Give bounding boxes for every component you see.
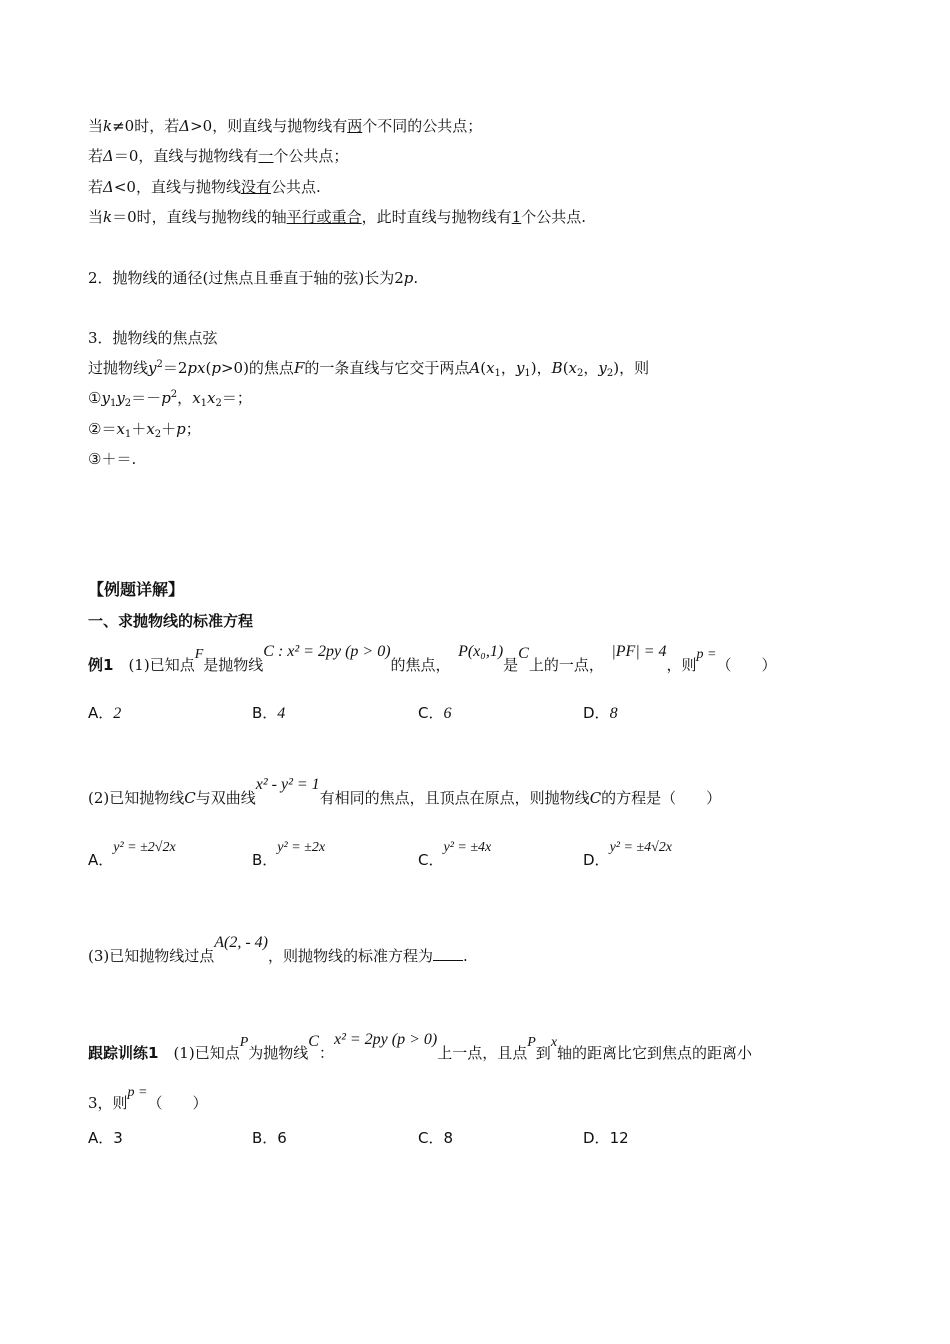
- followup-option-c[interactable]: C．8: [418, 1129, 454, 1147]
- example1-question3: (3)已知抛物线过点A(2, - 4)，则抛物线的标准方程为 .: [88, 934, 468, 965]
- followup-option-d[interactable]: D．12: [583, 1129, 629, 1147]
- examples-heading: 【例题详解】: [88, 580, 185, 599]
- case-k-nonzero-line: 当k≠0时，若Δ>0，则直线与抛物线有两个不同的公共点；: [88, 117, 483, 135]
- q2-option-c[interactable]: C．y² = ±4x: [418, 840, 492, 869]
- followup-question1-line2: 3，则p =（ ）: [88, 1085, 208, 1112]
- q1-option-b[interactable]: B．4: [252, 704, 286, 722]
- example1-question2: (2)已知抛物线C与双曲线x² - y² = 1有相同的焦点，且顶点在原点，则抛物线C的方程是（ ）: [88, 776, 722, 807]
- q1-option-c[interactable]: C．6: [418, 704, 452, 722]
- q1-option-a[interactable]: A．2: [88, 704, 122, 722]
- followup-option-a[interactable]: A．3: [88, 1129, 123, 1147]
- q1-option-d[interactable]: D．8: [583, 704, 618, 722]
- followup-option-b[interactable]: B．6: [252, 1129, 287, 1147]
- q2-option-a[interactable]: A．y² = ±2√2x: [88, 840, 176, 869]
- focal-chord-item2: $②=x_1+x_2+p$；: [88, 420, 201, 440]
- focal-chord-line1: 过抛物线$y^2=2px(p>0)$的焦点F的一条直线与它交于两点$A(x_1$，$y_1$)，$B(x_2$，$y_2$)，则: [88, 359, 650, 379]
- q2-option-d[interactable]: D．y² = ±4√2x: [583, 840, 673, 869]
- delta-zero-line: 若Δ＝0，直线与抛物线有一个公共点；: [88, 147, 349, 165]
- focal-chord-title: 3．抛物线的焦点弦: [88, 329, 218, 347]
- focal-chord-item1: $①y_1y_2=-p^2$，$x_1x_2=$；: [88, 389, 252, 409]
- examples-subheading: 一、求抛物线的标准方程: [88, 612, 254, 630]
- example1-question1: 例1 (1)已知点F是抛物线C : x² = 2py (p > 0)的焦点， P(x₀,1)是C上的一点， |PF| = 4，则p =（ ）: [88, 643, 777, 674]
- answer-blank[interactable]: [433, 946, 463, 961]
- latus-rectum-line: 2．抛物线的通径(过焦点且垂直于轴的弦)长为2p.: [88, 269, 419, 287]
- focal-chord-item3: ③＋＝.: [88, 450, 137, 468]
- k-zero-line: 当k＝0时，直线与抛物线的轴平行或重合，此时直线与抛物线有1个公共点.: [88, 208, 587, 226]
- followup-question1: 跟踪训练1 (1)已知点P为抛物线C：x² = 2py (p > 0)上一点，且点P到x轴的距离比它到焦点的距离小: [88, 1031, 753, 1062]
- q2-option-b[interactable]: B．y² = ±2x: [252, 840, 326, 869]
- delta-negative-line: 若Δ<0，直线与抛物线没有公共点.: [88, 178, 321, 196]
